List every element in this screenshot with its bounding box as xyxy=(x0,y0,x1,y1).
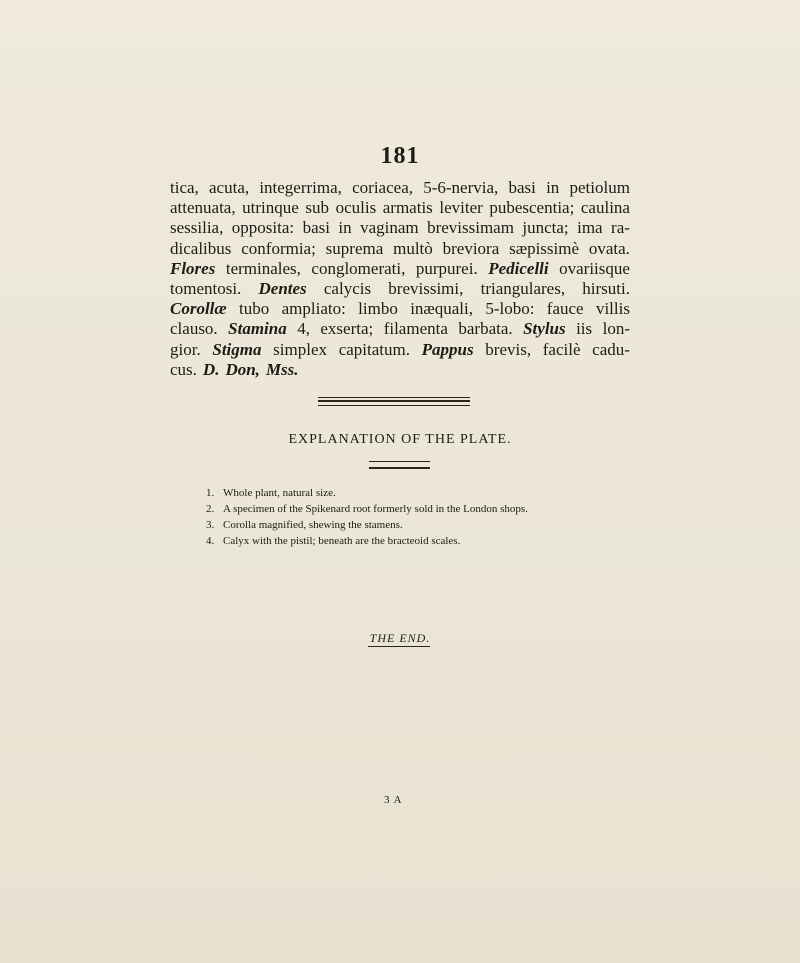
body-word: oculis xyxy=(335,198,377,218)
body-line xyxy=(170,259,630,279)
italic-term: Stylus xyxy=(523,319,566,339)
body-word: tubo xyxy=(239,299,270,319)
body-word: cus. xyxy=(170,359,197,379)
body-word: 5-lobo: xyxy=(485,299,535,319)
body-word: sessilia, xyxy=(170,218,224,238)
body-word: in xyxy=(546,178,560,197)
body-line xyxy=(170,360,630,380)
body-word: clauso. xyxy=(170,319,218,339)
italic-term: Stigma xyxy=(212,339,262,359)
body-word: fauce xyxy=(546,299,584,319)
body-word: tica, xyxy=(170,178,199,197)
body-word: caulina xyxy=(580,198,630,218)
plate-item-text: A specimen of the Spikenard root formerly sold in the London shops. xyxy=(223,503,528,515)
body-line xyxy=(170,178,630,198)
body-word: opposita: xyxy=(231,218,295,238)
end-rule xyxy=(368,646,430,647)
body-word: pubescentia; xyxy=(489,198,575,218)
italic-term: Pappus xyxy=(421,339,474,359)
body-word: coriacea, xyxy=(352,178,413,197)
body-word: limbo xyxy=(358,299,398,319)
body-word: breviora xyxy=(442,238,500,258)
section-divider xyxy=(318,397,470,406)
body-word: iis xyxy=(576,319,593,339)
plate-item-number: 1. xyxy=(206,487,215,499)
body-text xyxy=(170,178,630,380)
body-word: exserta; xyxy=(320,319,374,339)
body-line xyxy=(170,218,630,238)
italic-term: Dentes xyxy=(258,279,307,299)
body-word: facilè xyxy=(542,339,581,359)
body-word: basi xyxy=(508,178,536,197)
body-word: tomentosi. xyxy=(170,279,242,299)
body-line xyxy=(170,279,630,299)
plate-item-number: 3. xyxy=(206,519,215,531)
body-word: suprema xyxy=(325,238,384,258)
body-word: petiolum xyxy=(569,178,630,197)
body-word: integerrima, xyxy=(259,178,342,197)
body-word: leviter xyxy=(439,198,483,218)
body-word: brevissimam xyxy=(427,218,514,238)
body-word: ra- xyxy=(611,218,630,238)
plate-item xyxy=(206,501,626,517)
body-word: dicalibus xyxy=(170,238,232,258)
italic-term: D. xyxy=(202,359,220,379)
body-line xyxy=(170,239,630,259)
plate-item xyxy=(206,517,626,533)
body-word: brevissimi, xyxy=(388,279,464,299)
body-word: filamenta xyxy=(383,319,448,339)
italic-term: Mss. xyxy=(265,359,299,379)
body-line xyxy=(170,340,630,360)
body-word: simplex xyxy=(273,339,328,359)
body-word: conglomerati, xyxy=(311,258,406,278)
body-word: terminales, xyxy=(225,258,301,278)
body-word: multò xyxy=(393,238,433,258)
italic-term: Corollæ xyxy=(170,299,227,319)
body-word: attenuata, xyxy=(170,198,236,218)
body-word: juncta; xyxy=(522,218,569,238)
body-word: sæpissimè xyxy=(509,238,580,258)
body-word: purpurei. xyxy=(415,258,478,278)
body-line xyxy=(170,319,630,339)
the-end: THE END. xyxy=(369,631,431,645)
body-word: triangulares, xyxy=(480,279,566,299)
body-word: sub xyxy=(305,198,330,218)
body-word: brevis, xyxy=(485,339,532,359)
signature-mark: 3 A xyxy=(384,794,403,806)
body-word: capitatum. xyxy=(338,339,410,359)
plate-item-text: Corolla magnified, shewing the stamens. xyxy=(223,519,403,531)
body-word: conformia; xyxy=(241,238,316,258)
italic-term: Don, xyxy=(225,359,260,379)
italic-term: Flores xyxy=(170,258,216,278)
body-word: 5-6-nervia, xyxy=(423,178,499,197)
plate-item-text: Whole plant, natural size. xyxy=(223,487,336,499)
page-number: 181 xyxy=(380,143,420,169)
body-word: 4, xyxy=(297,319,310,339)
body-word: ovariisque xyxy=(559,258,630,278)
body-word: gior. xyxy=(170,339,201,359)
body-word: calycis xyxy=(323,279,372,299)
body-word: ampliato: xyxy=(281,299,346,319)
body-word: hirsuti. xyxy=(582,279,630,299)
body-word: barbata. xyxy=(458,319,513,339)
italic-term: Stamina xyxy=(228,319,287,339)
plate-item-number: 2. xyxy=(206,503,215,515)
body-word: villis xyxy=(595,299,630,319)
plate-item xyxy=(206,533,626,549)
body-word: utrinque xyxy=(242,198,299,218)
body-word: ima xyxy=(577,218,603,238)
body-word: basi xyxy=(302,218,330,238)
plate-heading: EXPLANATION OF THE PLATE. xyxy=(288,432,512,447)
body-word: acuta, xyxy=(209,178,250,197)
body-word: ovata. xyxy=(588,238,630,258)
plate-item-number: 4. xyxy=(206,535,215,547)
italic-term: Pedicelli xyxy=(488,258,549,278)
body-word: armatis xyxy=(382,198,433,218)
body-line xyxy=(170,299,630,319)
plate-explanation-list xyxy=(206,485,626,549)
body-line xyxy=(170,198,630,218)
heading-divider xyxy=(369,461,430,469)
body-word: inæquali, xyxy=(410,299,473,319)
body-word: in xyxy=(338,218,352,238)
body-word: lon- xyxy=(602,319,630,339)
body-word: vaginam xyxy=(360,218,419,238)
plate-item-text: Calyx with the pistil; beneath are the bracteoid scales. xyxy=(223,535,461,547)
plate-item xyxy=(206,485,626,501)
body-word: cadu- xyxy=(592,339,630,359)
